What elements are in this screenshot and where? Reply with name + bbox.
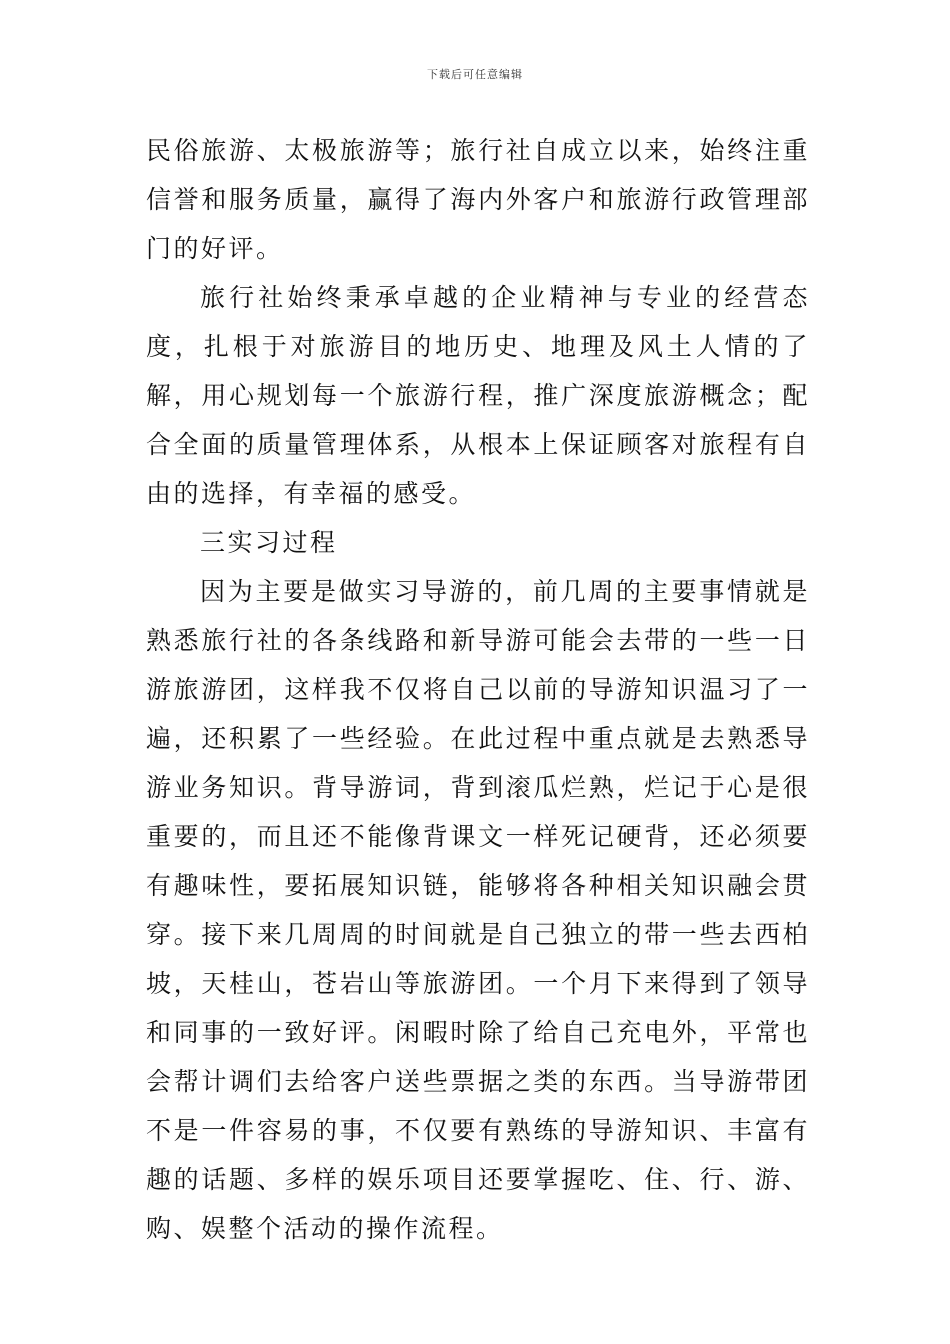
paragraph: 民俗旅游、太极旅游等；旅行社自成立以来，始终注重信誉和服务质量，赢得了海内外客户和旅游行政管理部门的好评。: [146, 136, 810, 263]
page-header: 下载后可任意编辑: [427, 68, 523, 81]
document-body: [146, 126, 810, 1253]
paragraph: 旅行社始终秉承卓越的企业精神与专业的经营态度，扎根于对旅游目的地历史、地理及风土人情的了解，用心规划每一个旅游行程，推广深度旅游概念；配合全面的质量管理体系，从根本上保证顾客对旅程有自由的选择，有幸福的感受。: [146, 283, 810, 508]
paragraph: 因为主要是做实习导游的，前几周的主要事情就是熟悉旅行社的各条线路和新导游可能会去带的一些一日游旅游团，这样我不仅将自己以前的导游知识温习了一遍，还积累了一些经验。在此过程中重点就是去熟悉导游业务知识。背导游词，背到滚瓜烂熟，烂记于心是很重要的，而且还不能像背课文一样死记硬背，还必须要有趣味性，要拓展知识链，能够将各种相关知识融会贯穿。接下来几周周的时间就是自己独立的带一些去西柏坡，天桂山，苍岩山等旅游团。一个月下来得到了领导和同事的一致好评。闲暇时除了给自己充电外，平常也会帮计调们去给客户送些票据之类的东西。当导游带团不是一件容易的事，不仅要有熟练的导游知识、丰富有趣的话题、多样的娱乐项目还要掌握吃、住、行、游、购、娱整个活动的操作流程。: [146, 577, 810, 1243]
section-heading: 三实习过程: [200, 528, 338, 557]
